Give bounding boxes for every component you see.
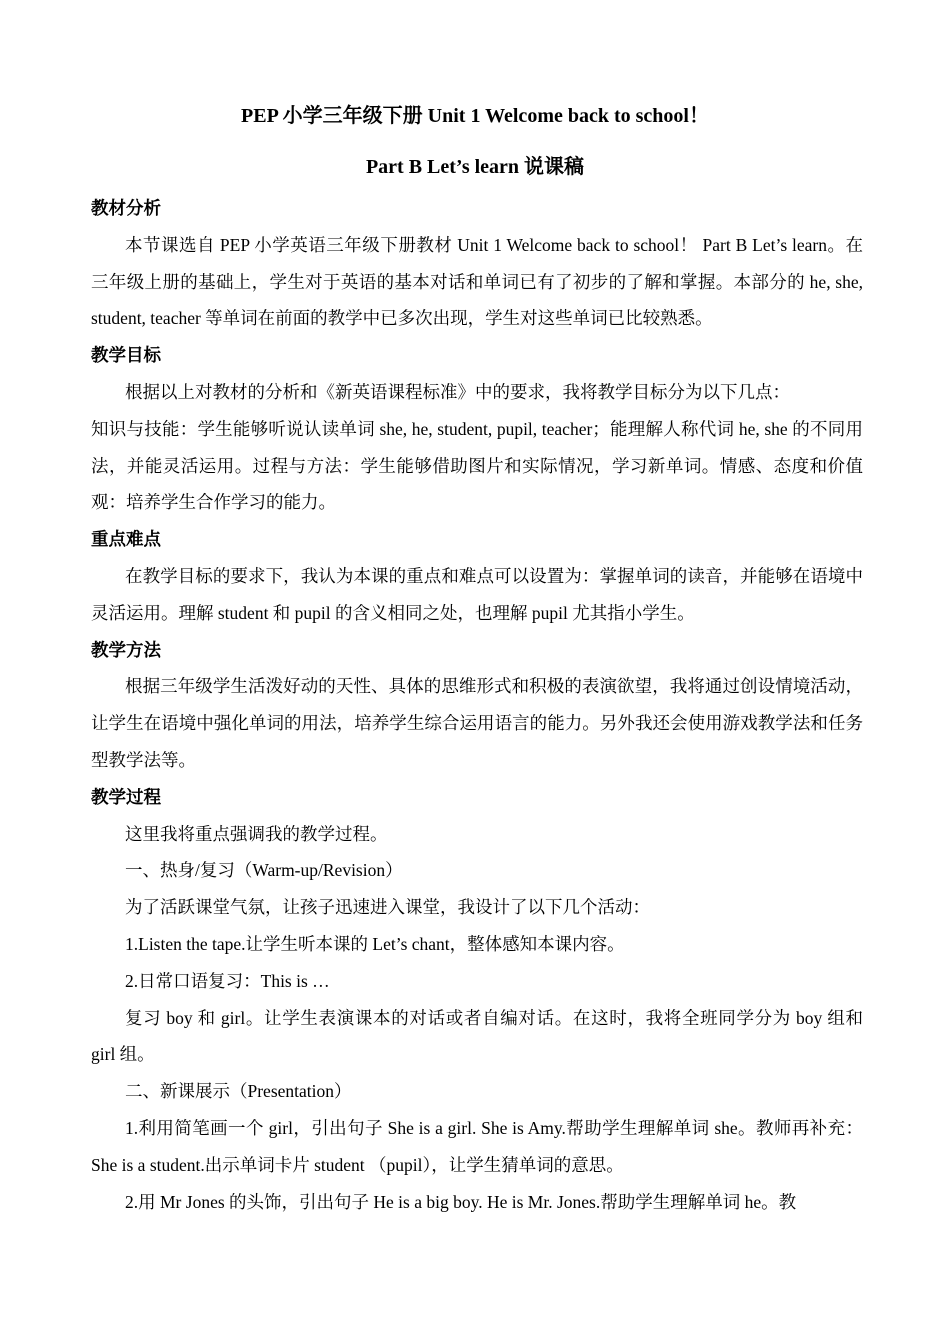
paragraph: 1.利用简笔画一个 girl，引出句子 She is a girl. She is Amy.帮助学生理解单词 she。教师再补充：She is a student.出示单词卡片 student （pupil），让学生猜单词的意思。 — [91, 1117, 863, 1175]
paragraph: 这里我将重点强调我的教学过程。 — [125, 823, 388, 844]
document-subtitle: Part B Let’s learn 说课稿 — [365, 156, 585, 178]
paragraph: 根据以上对教材的分析和《新英语课程标准》中的要求，我将教学目标分为以下几点： — [125, 381, 790, 402]
paragraph: 二、新课展示（Presentation） — [125, 1081, 352, 1102]
paragraph: 复习 boy 和 girl。让学生表演课本的对话或者自编对话。在这时，我将全班同学分为 boy 组和 girl 组。 — [91, 1007, 863, 1065]
section-heading-focus: 重点难点 — [91, 529, 161, 550]
paragraph: 1.Listen the tape.让学生听本课的 Let’s chant，整体感知本课内容。 — [125, 933, 625, 954]
paragraph: 在教学目标的要求下，我认为本课的重点和难点可以设置为：掌握单词的读音，并能够在语境中灵活运用。理解 student 和 pupil 的含义相同之处，也理解 pupil 尤其指小学生。 — [91, 565, 863, 623]
section-heading-material: 教材分析 — [91, 198, 161, 218]
paragraph: 知识与技能：学生能够听说认读单词 she, he, student, pupil, teacher；能理解人称代词 he, she 的不同用法，并能灵活运用。过程与方法：学生能够借助图片和实际情况，学习新单词。情感、态度和价值观：培养学生合作学习的能力。 — [91, 418, 863, 513]
document-title: PEP 小学三年级下册 Unit 1 Welcome back to school！ — [241, 105, 709, 127]
paragraph: 根据三年级学生活泼好动的天性、具体的思维形式和积极的表演欲望，我将通过创设情境活动，让学生在语境中强化单词的用法，培养学生综合运用语言的能力。另外我还会使用游戏教学法和任务型教学法等。 — [91, 676, 863, 770]
section-heading-process: 教学过程 — [91, 786, 161, 807]
section-heading-methods: 教学方法 — [91, 639, 161, 660]
section-heading-goals: 教学目标 — [91, 345, 161, 366]
paragraph: 为了活跃课堂气氛，让孩子迅速进入课堂，我设计了以下几个活动： — [125, 897, 650, 918]
paragraph: 2.日常口语复习：This is … — [125, 970, 330, 991]
paragraph: 2.用 Mr Jones 的头饰，引出句子 He is a big boy. He is Mr. Jones.帮助学生理解单词 he。教 — [125, 1191, 797, 1212]
paragraph: 一、热身/复习（Warm-up/Revision） — [125, 860, 403, 881]
document-body — [91, 190, 863, 1220]
paragraph: 本节课选自 PEP 小学英语三年级下册教材 Unit 1 Welcome back to school！ Part B Let’s learn。在三年级上册的基础上，学生对于英语的基本对话和单词已有了初步的了解和掌握。本部分的 he, she, student, teacher 等单词在前面的教学中已多次出现，学生对这些单词已比较熟悉。 — [91, 234, 863, 329]
